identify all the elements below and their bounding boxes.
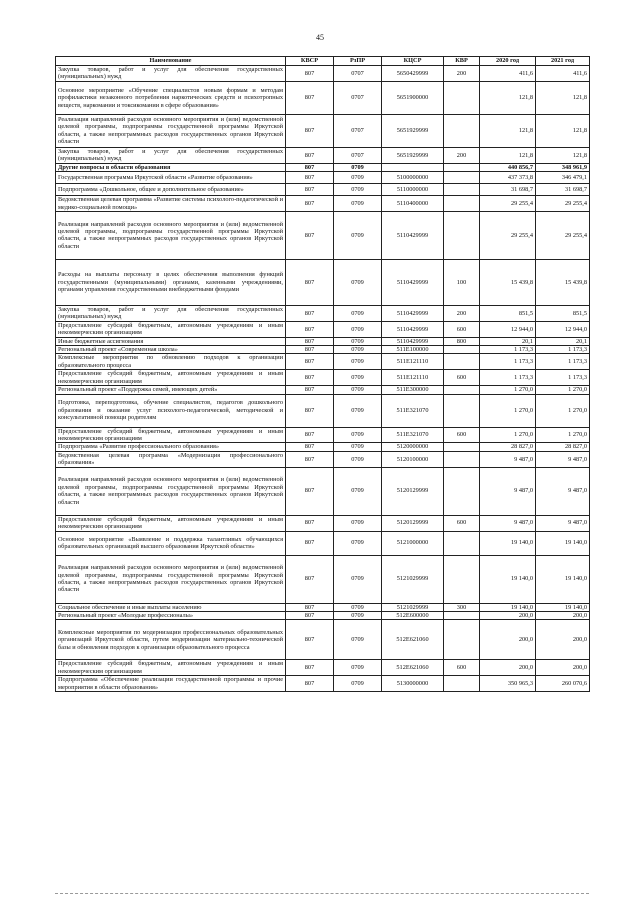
- cell-2021: 200,0: [536, 620, 590, 660]
- page-number: 45: [316, 33, 324, 42]
- cell-kcsr: 5121000000: [382, 531, 444, 555]
- cell-2021: 19 140,0: [536, 555, 590, 603]
- cell-kvr: 300: [444, 603, 480, 611]
- table-row: [56, 515, 590, 531]
- cell-kvr: [444, 354, 480, 370]
- cell-rzpr: 0709: [334, 370, 382, 386]
- cell-kvr: 200: [444, 66, 480, 82]
- cell-kcsr: 5650429999: [382, 66, 444, 82]
- cell-name: Закупка товаров, работ и услуг для обеспечения государственных (муниципальных) нужд: [56, 147, 286, 163]
- cell-kvr: [444, 81, 480, 114]
- cell-kvsr: 807: [286, 172, 334, 184]
- cell-kvsr: 807: [286, 515, 334, 531]
- cell-name: Закупка товаров, работ и услуг для обеспечения государственных (муниципальных) нужд: [56, 66, 286, 82]
- cell-name: Подпрограмма «Развитие профессионального образования»: [56, 443, 286, 451]
- cell-rzpr: 0707: [334, 81, 382, 114]
- cell-kcsr: 5110000000: [382, 184, 444, 196]
- cell-rzpr: 0709: [334, 172, 382, 184]
- table-row: [56, 611, 590, 619]
- cell-name: Комплексные мероприятия по модернизации профессиональных образовательных организаций Иркутской области, путем модернизации материально-технической базы и обновления подходов к организации образовательного процесса: [56, 620, 286, 660]
- table-row: [56, 66, 590, 82]
- cell-kvr: [444, 196, 480, 212]
- table-row: [56, 451, 590, 467]
- cell-name: Закупка товаров, работ и услуг для обеспечения государственных (муниципальных) нужд: [56, 305, 286, 321]
- cell-kvr: [444, 346, 480, 354]
- cell-2021: 1 270,0: [536, 394, 590, 427]
- cell-kcsr: 5120129999: [382, 515, 444, 531]
- cell-2021: 9 487,0: [536, 467, 590, 515]
- cell-kvr: 600: [444, 427, 480, 443]
- cell-kcsr: 511E121110: [382, 354, 444, 370]
- table-body: [56, 66, 590, 692]
- cell-2020: 15 439,8: [480, 259, 536, 305]
- cell-rzpr: 0709: [334, 394, 382, 427]
- cell-rzpr: 0709: [334, 531, 382, 555]
- cell-rzpr: 0709: [334, 337, 382, 345]
- cell-rzpr: 0709: [334, 259, 382, 305]
- cell-kcsr: 5110429999: [382, 321, 444, 337]
- table-row: [56, 676, 590, 692]
- cell-kvr: [444, 611, 480, 619]
- cell-2020: 200,0: [480, 611, 536, 619]
- cell-2020: 12 944,0: [480, 321, 536, 337]
- col-header-2020: 2020 год: [480, 57, 536, 66]
- cell-rzpr: 0709: [334, 620, 382, 660]
- table-row: [56, 443, 590, 451]
- cell-rzpr: 0709: [334, 184, 382, 196]
- table-row: [56, 184, 590, 196]
- cell-2021: 19 140,0: [536, 531, 590, 555]
- cell-kvsr: 807: [286, 660, 334, 676]
- cell-rzpr: 0709: [334, 211, 382, 259]
- cell-2020: 19 140,0: [480, 603, 536, 611]
- cell-kvsr: 807: [286, 676, 334, 692]
- table-row: [56, 305, 590, 321]
- cell-2020: 1 173,3: [480, 370, 536, 386]
- cell-kcsr: 511E100000: [382, 346, 444, 354]
- cell-2020: 9 487,0: [480, 451, 536, 467]
- col-header-name: Наименование: [56, 57, 286, 66]
- cell-2021: 29 255,4: [536, 196, 590, 212]
- cell-kvr: [444, 394, 480, 427]
- cell-kvr: [444, 172, 480, 184]
- table-row: [56, 467, 590, 515]
- cell-rzpr: 0709: [334, 451, 382, 467]
- cell-2021: 411,6: [536, 66, 590, 82]
- cell-2021: 15 439,8: [536, 259, 590, 305]
- cell-kvsr: 807: [286, 196, 334, 212]
- cell-2020: 1 173,3: [480, 354, 536, 370]
- cell-2020: 19 140,0: [480, 531, 536, 555]
- footer-divider: [55, 893, 589, 894]
- cell-rzpr: 0709: [334, 603, 382, 611]
- cell-2020: 20,1: [480, 337, 536, 345]
- cell-kvsr: 807: [286, 184, 334, 196]
- cell-2021: 9 487,0: [536, 515, 590, 531]
- cell-kvsr: 807: [286, 394, 334, 427]
- cell-kcsr: 5120000000: [382, 443, 444, 451]
- cell-name: Предоставление субсидий бюджетным, автономным учреждениям и иным некоммерческим организациям: [56, 370, 286, 386]
- cell-rzpr: 0709: [334, 660, 382, 676]
- cell-kcsr: 5651900000: [382, 81, 444, 114]
- cell-name: Социальное обеспечение и иные выплаты населению: [56, 603, 286, 611]
- cell-kcsr: 512E600000: [382, 611, 444, 619]
- cell-name: Расходы на выплаты персоналу в целях обеспечения выполнения функций государственными (муниципальными) органами, казенными учреждениями, органами управления государственными внебюджетными фондами: [56, 259, 286, 305]
- table-row: [56, 531, 590, 555]
- cell-2021: 12 944,0: [536, 321, 590, 337]
- cell-2021: 1 173,3: [536, 354, 590, 370]
- cell-kvsr: 807: [286, 443, 334, 451]
- table-row: [56, 147, 590, 163]
- cell-2020: 121,8: [480, 81, 536, 114]
- cell-2021: 121,8: [536, 81, 590, 114]
- cell-kcsr: 5120129999: [382, 467, 444, 515]
- table-row: [56, 321, 590, 337]
- cell-kvr: 600: [444, 515, 480, 531]
- cell-kcsr: 512E621060: [382, 620, 444, 660]
- cell-rzpr: 0709: [334, 515, 382, 531]
- cell-name: Подготовка, переподготовка, обучение специалистов, педагогов дошкольного образования и оказание услуг психолого-педагогической, методической и консультативной помощи родителям: [56, 394, 286, 427]
- cell-name: Основное мероприятие «Выявление и поддержка талантливых обучающихся образовательных организаций высшего образования Иркутской области»: [56, 531, 286, 555]
- cell-kvsr: 807: [286, 603, 334, 611]
- cell-name: Подпрограмма «Дошкольное, общее и дополнительное образование»: [56, 184, 286, 196]
- cell-kcsr: 5110429999: [382, 337, 444, 345]
- cell-kcsr: 5110429999: [382, 305, 444, 321]
- table-row: [56, 259, 590, 305]
- cell-2021: 1 173,3: [536, 370, 590, 386]
- cell-2020: 437 373,8: [480, 172, 536, 184]
- cell-rzpr: 0709: [334, 305, 382, 321]
- cell-name: Ведомственная целевая программа «Развитие системы психолого-педагогической и медико-социальной помощи»: [56, 196, 286, 212]
- cell-name: Реализация направлений расходов основного мероприятия и (или) ведомственной целевой программы, подпрограммы государственной программы Иркутской области, а также непрограммных расходов государственных органов Иркутской области: [56, 114, 286, 147]
- cell-rzpr: 0709: [334, 163, 382, 171]
- cell-2021: 1 270,0: [536, 386, 590, 394]
- cell-kvr: 100: [444, 259, 480, 305]
- cell-2021: 346 479,1: [536, 172, 590, 184]
- table-row: [56, 196, 590, 212]
- cell-kcsr: 5110429999: [382, 211, 444, 259]
- cell-2020: 9 487,0: [480, 467, 536, 515]
- cell-2021: 121,8: [536, 114, 590, 147]
- cell-2020: 28 827,0: [480, 443, 536, 451]
- table-header-row: [56, 57, 590, 66]
- cell-kvsr: 807: [286, 337, 334, 345]
- table-row: [56, 660, 590, 676]
- cell-name: Комплексные мероприятия по обновлению подходов к организации образовательного процесса: [56, 354, 286, 370]
- cell-2020: 200,0: [480, 660, 536, 676]
- cell-2021: 851,5: [536, 305, 590, 321]
- cell-rzpr: 0709: [334, 555, 382, 603]
- col-header-kvr: КВР: [444, 57, 480, 66]
- cell-2021: 19 140,0: [536, 603, 590, 611]
- cell-kvsr: 807: [286, 81, 334, 114]
- cell-kvsr: 807: [286, 451, 334, 467]
- cell-kcsr: 5130000000: [382, 676, 444, 692]
- cell-kvsr: 807: [286, 386, 334, 394]
- cell-kvsr: 807: [286, 163, 334, 171]
- col-header-2021: 2021 год: [536, 57, 590, 66]
- table-row: [56, 394, 590, 427]
- cell-kvr: [444, 211, 480, 259]
- cell-2020: 29 255,4: [480, 211, 536, 259]
- table-row: [56, 163, 590, 171]
- cell-2021: 200,0: [536, 611, 590, 619]
- cell-kvsr: 807: [286, 114, 334, 147]
- cell-kcsr: 5100000000: [382, 172, 444, 184]
- cell-2021: 9 487,0: [536, 451, 590, 467]
- cell-kcsr: 5120100000: [382, 451, 444, 467]
- cell-kvr: [444, 443, 480, 451]
- cell-2020: 411,6: [480, 66, 536, 82]
- cell-2020: 121,8: [480, 114, 536, 147]
- cell-kvsr: 807: [286, 531, 334, 555]
- col-header-kvsr: КВСР: [286, 57, 334, 66]
- cell-rzpr: 0707: [334, 114, 382, 147]
- cell-kvsr: 807: [286, 147, 334, 163]
- table-row: [56, 386, 590, 394]
- cell-2020: 350 965,3: [480, 676, 536, 692]
- cell-2021: 29 255,4: [536, 211, 590, 259]
- cell-kvr: 200: [444, 147, 480, 163]
- cell-kvr: 800: [444, 337, 480, 345]
- cell-name: Реализация направлений расходов основного мероприятия и (или) ведомственной целевой программы, подпрограммы государственной программы Иркутской области, а также непрограммных расходов государственных органов Иркутской области: [56, 555, 286, 603]
- cell-name: Государственная программа Иркутской области «Развитие образования»: [56, 172, 286, 184]
- cell-rzpr: 0709: [334, 321, 382, 337]
- cell-name: Реализация направлений расходов основного мероприятия и (или) ведомственной целевой программы, подпрограммы государственной программы Иркутской области, а также непрограммных расходов государственных органов Иркутской области: [56, 211, 286, 259]
- cell-kvr: 600: [444, 321, 480, 337]
- table-row: [56, 603, 590, 611]
- cell-name: Региональный проект «Поддержка семей, имеющих детей»: [56, 386, 286, 394]
- cell-kvsr: 807: [286, 305, 334, 321]
- cell-kvr: 600: [444, 660, 480, 676]
- cell-2021: 28 827,0: [536, 443, 590, 451]
- cell-kvr: [444, 467, 480, 515]
- cell-2020: 29 255,4: [480, 196, 536, 212]
- cell-kvsr: 807: [286, 427, 334, 443]
- budget-table: [55, 56, 590, 692]
- cell-rzpr: 0709: [334, 196, 382, 212]
- cell-kvsr: 807: [286, 321, 334, 337]
- cell-name: Другие вопросы в области образования: [56, 163, 286, 171]
- cell-kvr: [444, 531, 480, 555]
- cell-kcsr: 511E121110: [382, 370, 444, 386]
- cell-rzpr: 0707: [334, 147, 382, 163]
- cell-rzpr: 0709: [334, 467, 382, 515]
- cell-2020: 121,8: [480, 147, 536, 163]
- cell-2021: 200,0: [536, 660, 590, 676]
- col-header-kcsr: КЦСР: [382, 57, 444, 66]
- cell-2021: 1 270,0: [536, 427, 590, 443]
- table-row: [56, 370, 590, 386]
- cell-kvr: [444, 184, 480, 196]
- cell-kvr: [444, 451, 480, 467]
- cell-name: Региональный проект «Современная школа»: [56, 346, 286, 354]
- cell-kcsr: 511E321070: [382, 394, 444, 427]
- cell-kvsr: 807: [286, 211, 334, 259]
- cell-kcsr: 5110429999: [382, 259, 444, 305]
- table-row: [56, 172, 590, 184]
- cell-2021: 348 961,9: [536, 163, 590, 171]
- cell-name: Подпрограмма «Обеспечение реализации государственной программы и прочие мероприятия в области образования»: [56, 676, 286, 692]
- table-row: [56, 211, 590, 259]
- cell-2020: 9 487,0: [480, 515, 536, 531]
- cell-name: Региональный проект «Молодые профессионалы»: [56, 611, 286, 619]
- cell-kvsr: 807: [286, 611, 334, 619]
- cell-kvsr: 807: [286, 620, 334, 660]
- cell-2021: 1 173,3: [536, 346, 590, 354]
- cell-kvsr: 807: [286, 370, 334, 386]
- cell-name: Реализация направлений расходов основного мероприятия и (или) ведомственной целевой программы, подпрограммы государственной программы Иркутской области, а также непрограммных расходов государственных органов Иркутской области: [56, 467, 286, 515]
- table-row: [56, 555, 590, 603]
- cell-name: Предоставление субсидий бюджетным, автономным учреждениям и иным некоммерческим организациям: [56, 660, 286, 676]
- cell-2020: 851,5: [480, 305, 536, 321]
- table-row: [56, 354, 590, 370]
- cell-name: Ведомственная целевая программа «Модернизация профессионального образования»: [56, 451, 286, 467]
- cell-2021: 20,1: [536, 337, 590, 345]
- cell-kcsr: 5651929999: [382, 114, 444, 147]
- cell-rzpr: 0709: [334, 676, 382, 692]
- cell-kvr: [444, 676, 480, 692]
- cell-2021: 121,8: [536, 147, 590, 163]
- cell-rzpr: 0709: [334, 386, 382, 394]
- cell-2020: 1 270,0: [480, 386, 536, 394]
- cell-rzpr: 0709: [334, 611, 382, 619]
- cell-kcsr: 511E300000: [382, 386, 444, 394]
- cell-rzpr: 0709: [334, 443, 382, 451]
- cell-kcsr: 5121029999: [382, 555, 444, 603]
- cell-kvr: 600: [444, 370, 480, 386]
- cell-kvr: [444, 114, 480, 147]
- cell-name: Иные бюджетные ассигнования: [56, 337, 286, 345]
- cell-2020: 200,0: [480, 620, 536, 660]
- table-row: [56, 620, 590, 660]
- cell-2021: 31 698,7: [536, 184, 590, 196]
- cell-kcsr: 5110400000: [382, 196, 444, 212]
- cell-kcsr: 5121029999: [382, 603, 444, 611]
- cell-2020: 1 270,0: [480, 427, 536, 443]
- cell-rzpr: 0707: [334, 66, 382, 82]
- cell-kcsr: [382, 163, 444, 171]
- table-row: [56, 346, 590, 354]
- table-row: [56, 81, 590, 114]
- cell-kvsr: 807: [286, 555, 334, 603]
- cell-kvr: [444, 555, 480, 603]
- cell-kvsr: 807: [286, 66, 334, 82]
- cell-2020: 31 698,7: [480, 184, 536, 196]
- cell-2020: 19 140,0: [480, 555, 536, 603]
- cell-kcsr: 5651929999: [382, 147, 444, 163]
- cell-name: Предоставление субсидий бюджетным, автономным учреждениям и иным некоммерческим организациям: [56, 321, 286, 337]
- cell-kvr: [444, 386, 480, 394]
- cell-name: Предоставление субсидий бюджетным, автономным учреждениям и иным некоммерческим организациям: [56, 427, 286, 443]
- cell-name: Предоставление субсидий бюджетным, автономным учреждениям и иным некоммерческим организациям: [56, 515, 286, 531]
- cell-kvr: 200: [444, 305, 480, 321]
- cell-2020: 1 270,0: [480, 394, 536, 427]
- cell-kvsr: 807: [286, 467, 334, 515]
- cell-kvsr: 807: [286, 354, 334, 370]
- cell-kcsr: 511E321070: [382, 427, 444, 443]
- table-row: [56, 337, 590, 345]
- table-row: [56, 114, 590, 147]
- cell-2020: 1 173,3: [480, 346, 536, 354]
- cell-kvr: [444, 163, 480, 171]
- cell-kcsr: 512E621060: [382, 660, 444, 676]
- cell-kvr: [444, 620, 480, 660]
- cell-rzpr: 0709: [334, 354, 382, 370]
- cell-2020: 440 856,7: [480, 163, 536, 171]
- cell-kvsr: 807: [286, 259, 334, 305]
- cell-rzpr: 0709: [334, 427, 382, 443]
- cell-name: Основное мероприятие «Обучение специалистов новым формам и методам профилактики незаконного потребления наркотических средств и психотропных веществ, наркомании и токсикомании в сфере образования»: [56, 81, 286, 114]
- cell-2021: 260 070,6: [536, 676, 590, 692]
- cell-kvsr: 807: [286, 346, 334, 354]
- table-row: [56, 427, 590, 443]
- cell-rzpr: 0709: [334, 346, 382, 354]
- col-header-rzpr: РзПР: [334, 57, 382, 66]
